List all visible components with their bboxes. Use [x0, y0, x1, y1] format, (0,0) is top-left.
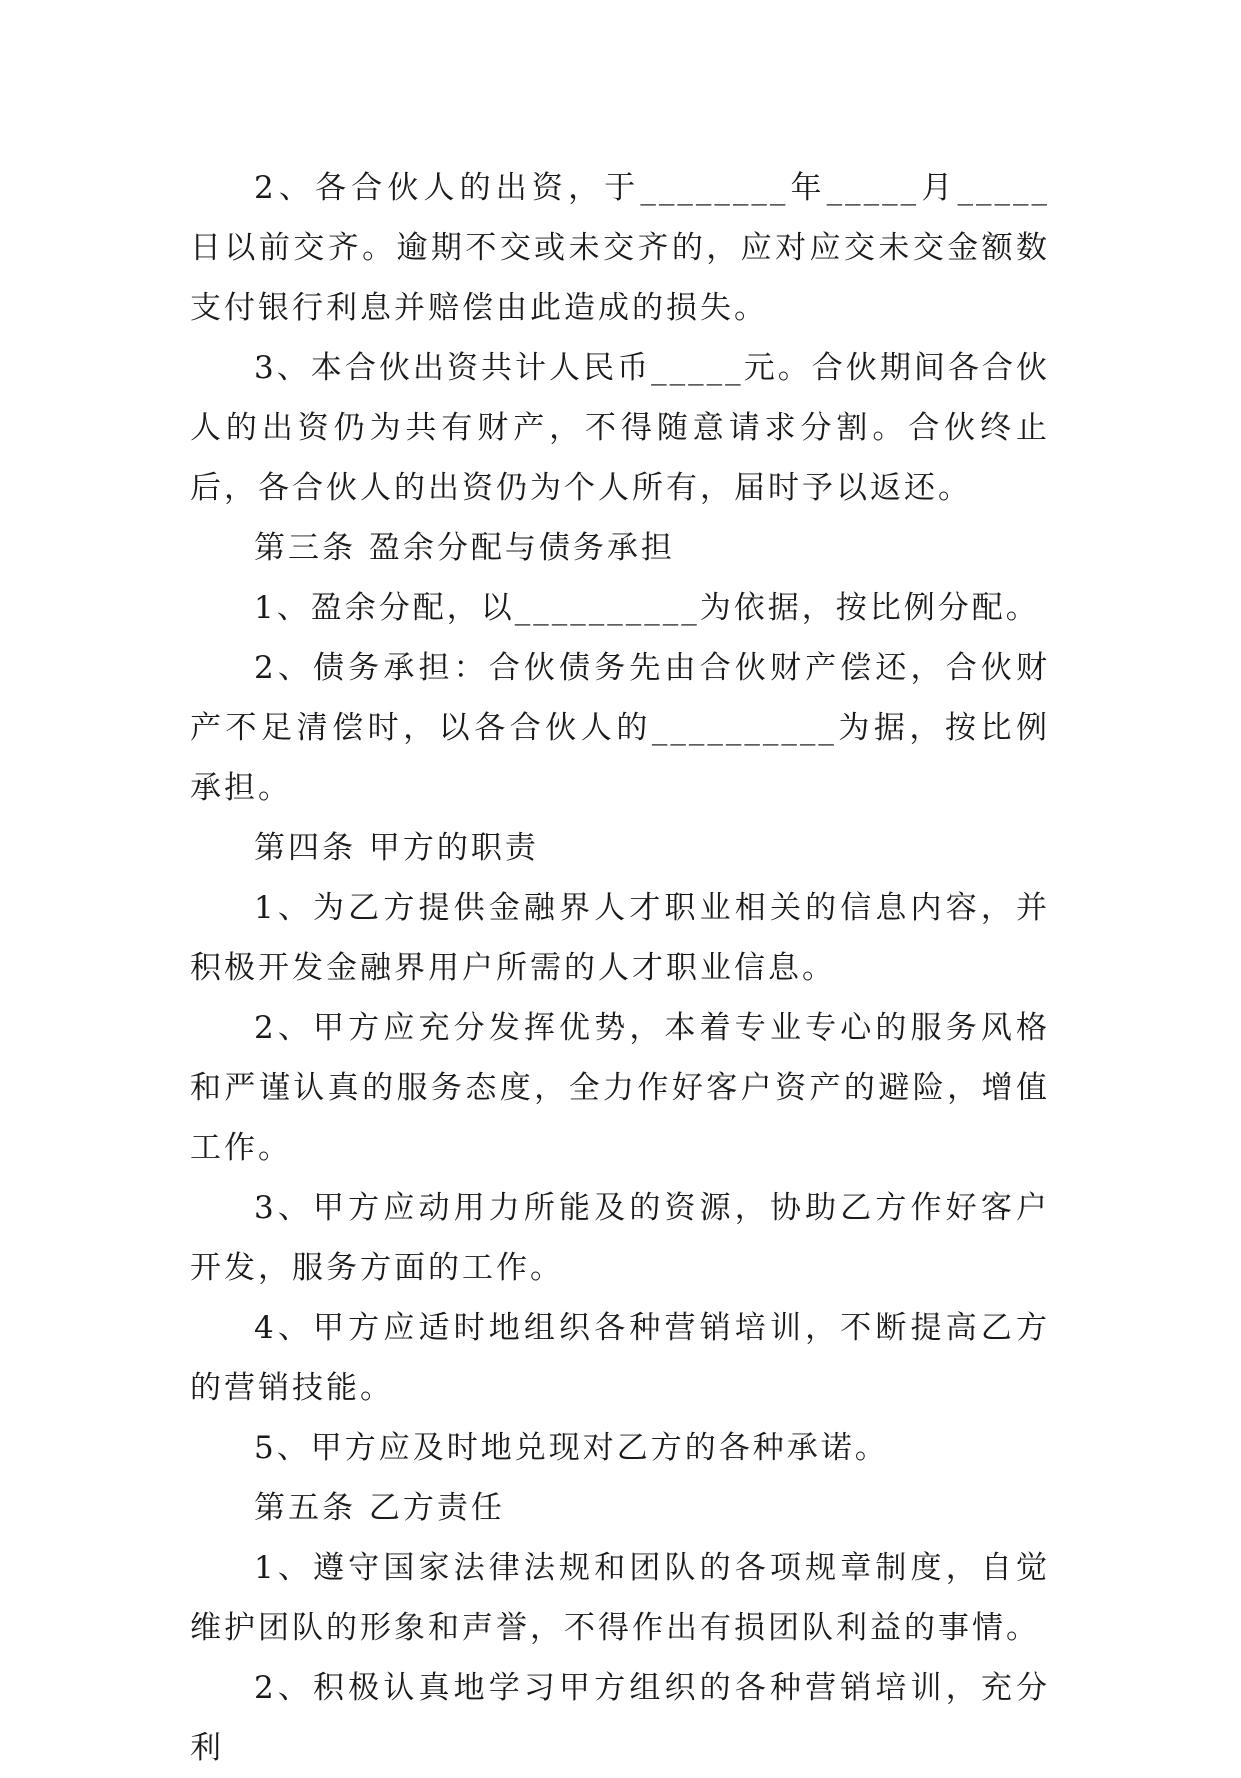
clause-paragraph: 1、为乙方提供金融界人才职业相关的信息内容，并积极开发金融界用户所需的人才职业信息。 [190, 890, 1050, 986]
clause-paragraph: 2、各合伙人的出资，于________年_____月_____日以前交齐。逾期不交或未交齐的，应对应交未交金额数支付银行利息并赔偿由此造成的损失。 [190, 170, 1050, 326]
article-heading: 第五条 乙方责任 [254, 1490, 505, 1526]
article-heading: 第四条 甲方的职责 [254, 830, 539, 866]
clause-paragraph: 1、遵守国家法律法规和团队的各项规章制度，自觉维护团队的形象和声誉，不得作出有损团队利益的事情。 [190, 1550, 1050, 1646]
clause-paragraph: 2、甲方应充分发挥优势，本着专业专心的服务风格和严谨认真的服务态度，全力作好客户资产的避险，增值工作。 [190, 1010, 1050, 1166]
clause-paragraph: 2、积极认真地学习甲方组织的各种营销培训，充分利 [190, 1670, 1050, 1766]
clause-paragraph: 3、甲方应动用力所能及的资源，协助乙方作好客户开发，服务方面的工作。 [190, 1190, 1050, 1286]
clause-paragraph: 5、甲方应及时地兑现对乙方的各种承诺。 [254, 1430, 889, 1466]
clause-paragraph: 2、债务承担：合伙债务先由合伙财产偿还，合伙财产不足清偿时，以各合伙人的__________为据，按比例承担。 [190, 650, 1050, 806]
article-heading: 第三条 盈余分配与债务承担 [254, 530, 675, 566]
clause-paragraph: 3、本合伙出资共计人民币_____元。合伙期间各合伙人的出资仍为共有财产，不得随意请求分割。合伙终止后，各合伙人的出资仍为个人所有，届时予以返还。 [190, 350, 1050, 506]
document-body [190, 158, 1050, 1778]
clause-paragraph: 4、甲方应适时地组织各种营销培训，不断提高乙方的营销技能。 [190, 1310, 1050, 1406]
clause-paragraph: 1、盈余分配，以__________为依据，按比例分配。 [254, 590, 1040, 626]
